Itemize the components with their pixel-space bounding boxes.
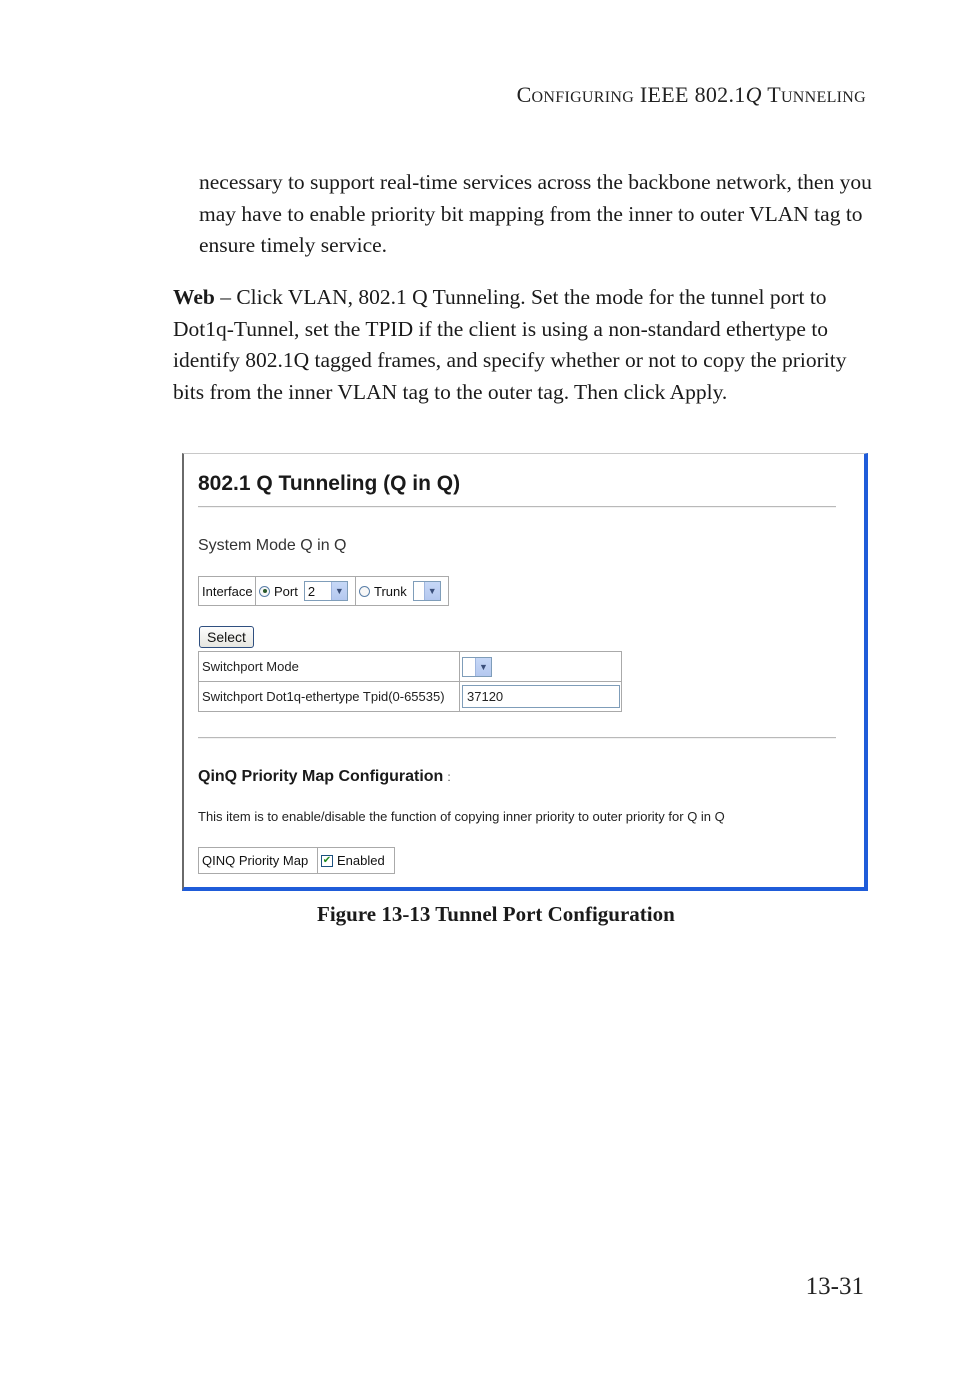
header-part3-rest: UNNELING — [780, 89, 866, 106]
checkbox-checked-icon[interactable]: ✔ — [322, 854, 332, 866]
header-part3-cap: T — [767, 82, 781, 107]
tpid-cell — [460, 682, 621, 711]
page-title: 802.1 Q Tunneling (Q in Q) — [198, 472, 461, 495]
priority-map-table — [198, 847, 395, 874]
table-row — [199, 652, 621, 682]
divider-middle — [198, 737, 836, 739]
body-paragraph-2 — [173, 282, 873, 408]
web-instructions: – Click VLAN, 802.1 Q Tunneling. Set the mode for the tunnel port to Dot1q-Tunnel, set the TPID if the client is using a non-standard ethertype to identify 802.1Q tagged frames, and specify whether or not to copy the priority bits from the inner VLAN tag to the outer tag. Then click Apply. — [173, 285, 847, 404]
interface-table — [198, 576, 449, 606]
page-number: 13-31 — [805, 1273, 864, 1300]
qinq-description: This item is to enable/disable the function of copying inner priority to outer priority for Q in Q — [198, 809, 725, 824]
qinq-heading-colon: : — [447, 770, 451, 784]
trunk-label: Trunk — [374, 583, 407, 599]
port-label: Port — [274, 583, 298, 599]
figure-caption: Figure 13-13 Tunnel Port Configuration — [317, 902, 675, 926]
screenshot-frame — [182, 453, 868, 891]
port-option[interactable] — [256, 577, 356, 605]
switchport-mode-select[interactable] — [462, 657, 492, 677]
radio-selected-icon[interactable] — [259, 586, 270, 597]
trunk-select[interactable] — [413, 581, 441, 601]
chevron-down-icon[interactable]: ▼ — [424, 582, 440, 600]
interface-label: Interface — [199, 577, 256, 605]
priority-map-option[interactable] — [318, 848, 394, 873]
web-label: Web — [173, 285, 215, 309]
chevron-down-icon[interactable]: ▼ — [475, 658, 491, 676]
radio-unselected-icon[interactable] — [359, 586, 370, 597]
tpid-label: Switchport Dot1q-ethertype Tpid(0-65535) — [199, 682, 460, 711]
chevron-down-icon[interactable]: ▼ — [331, 582, 347, 600]
table-row — [199, 682, 621, 711]
tpid-input[interactable]: 37120 — [462, 685, 620, 708]
port-select[interactable] — [304, 581, 348, 601]
body-paragraph-1: necessary to support real-time services across the backbone network, then you may have to enable priority bit mapping from the inner to outer VLAN tag to ensure timely service. — [199, 170, 872, 257]
priority-map-enabled-label: Enabled — [337, 853, 385, 868]
running-header — [517, 82, 866, 108]
qinq-heading — [198, 768, 451, 786]
divider-top — [198, 506, 836, 508]
header-part1-rest: ONFIGURING — [531, 89, 635, 106]
switchport-mode-label: Switchport Mode — [199, 652, 460, 681]
priority-map-label: QINQ Priority Map — [199, 848, 318, 873]
header-part2-q: Q — [745, 82, 762, 107]
qinq-heading-text: QinQ Priority Map Configuration — [198, 768, 444, 785]
header-part2: IEEE 802.1 — [639, 82, 746, 107]
select-button[interactable]: Select — [199, 626, 254, 648]
switchport-mode-cell — [460, 652, 621, 681]
switchport-table — [198, 651, 622, 712]
header-part1-cap: C — [516, 82, 532, 107]
system-mode-label: System Mode Q in Q — [198, 537, 347, 554]
trunk-option[interactable] — [356, 577, 448, 605]
port-select-value: 2 — [307, 583, 316, 599]
